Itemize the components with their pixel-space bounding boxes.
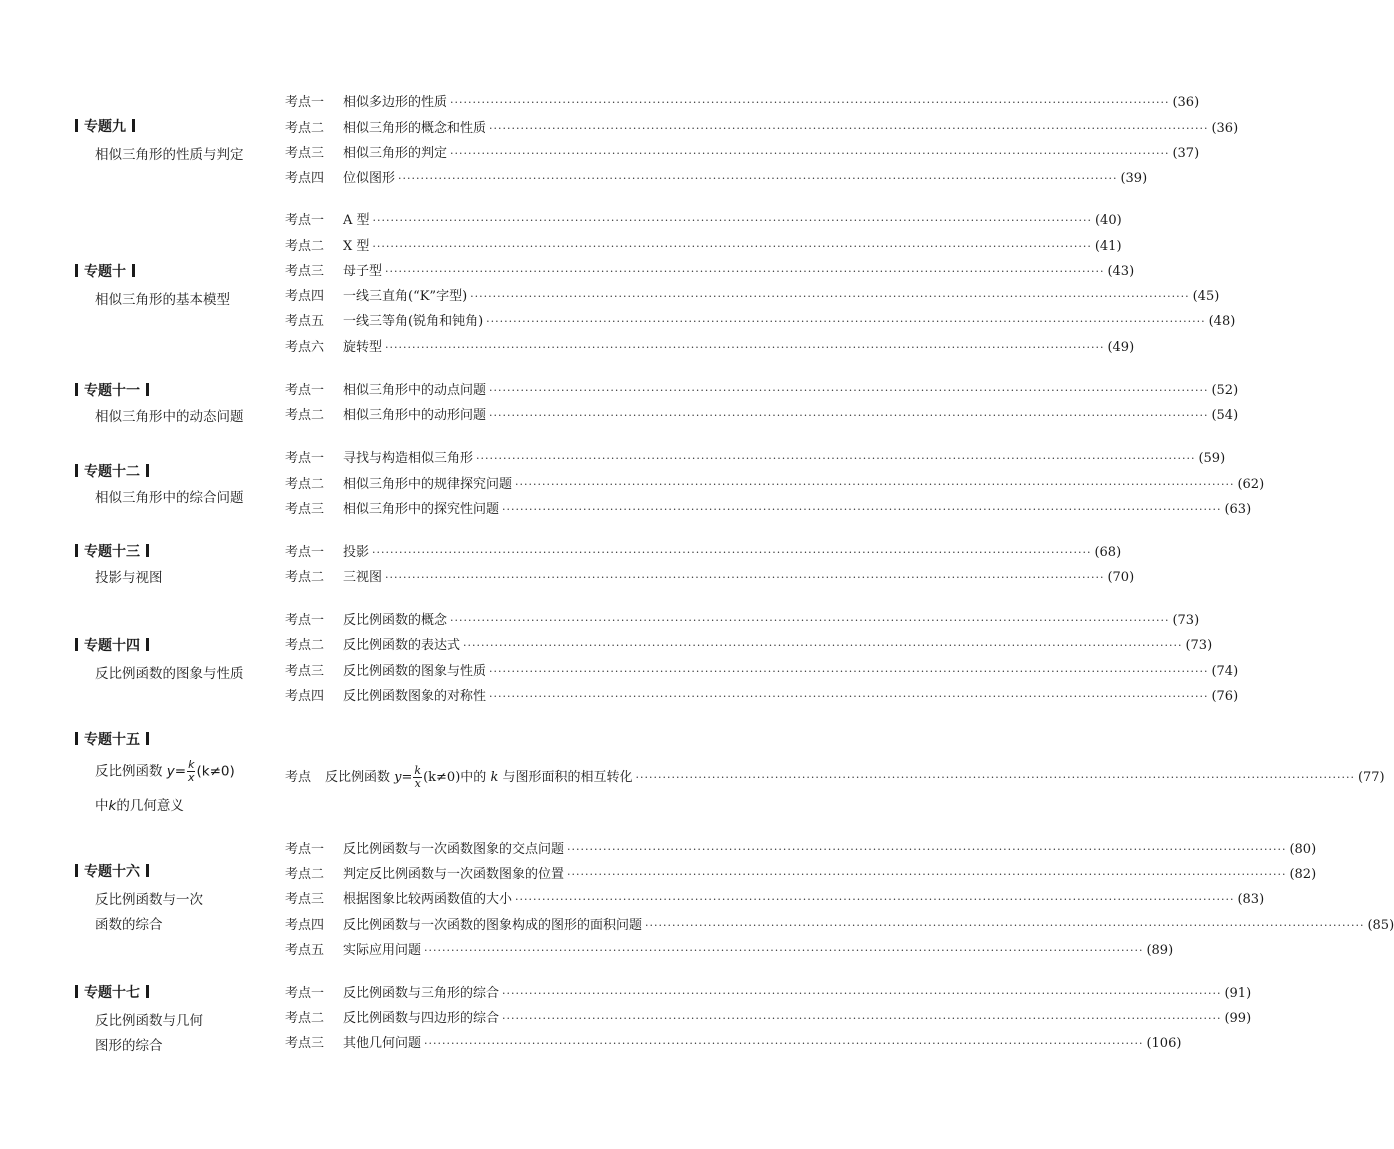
bracket-mark	[146, 638, 149, 651]
leader-dots: ································································································································································	[450, 147, 1170, 160]
leader-dots: ································································································································································	[450, 614, 1170, 627]
section-title-line2: 图形的综合	[95, 1038, 163, 1054]
bracket-mark	[146, 732, 149, 745]
toc-entry[interactable]: 考点一 反比例函数与一次函数图象的交点问题 ································································································································································ (80)	[285, 842, 1317, 857]
toc-entry[interactable]: 考点二 三视图 ································································································································································ (70)	[285, 570, 1135, 585]
toc-entry[interactable]: 考点一 寻找与构造相似三角形 ································································································································································ (59)	[285, 451, 1226, 466]
section-number: 专题十一	[84, 383, 140, 399]
leader-dots: ································································································································································	[463, 639, 1183, 652]
leader-dots: ································································································································································	[372, 214, 1092, 227]
section-title: 相似三角形的基本模型	[95, 292, 230, 308]
section-title: 反比例函数与一次	[95, 892, 203, 908]
toc-entry[interactable]: 考点一 相似多边形的性质 ································································································································································ (36)	[285, 95, 1200, 110]
section-number: 专题十	[84, 264, 126, 280]
bracket-mark	[146, 985, 149, 998]
leader-dots: ································································································································································	[398, 172, 1118, 185]
section-number: 专题十二	[84, 464, 140, 480]
toc-entry[interactable]: 考点四 一线三直角(“K”字型) ································································································································································ (45)	[285, 289, 1220, 304]
toc-entry[interactable]: 考点二 反比例函数与四边形的综合 ································································································································································ (99)	[285, 1011, 1252, 1026]
toc-entry[interactable]: 考点五 一线三等角(锐角和钝角) ································································································································································ (48)	[285, 314, 1236, 329]
bracket-mark	[75, 119, 78, 132]
bracket-mark	[75, 985, 78, 998]
toc-entry[interactable]: 考点四 反比例函数图象的对称性 ································································································································································ (76)	[285, 689, 1239, 704]
leader-dots: ································································································································································	[385, 571, 1105, 584]
bracket-mark	[75, 864, 78, 877]
section-title: 投影与视图	[95, 570, 163, 586]
leader-dots: ································································································································································	[424, 944, 1144, 957]
section-title: 相似三角形中的综合问题	[95, 490, 244, 506]
toc-entry[interactable]: 考点一 A 型 ································································································································································ (40)	[285, 213, 1122, 228]
leader-dots: ································································································································································	[372, 240, 1092, 253]
leader-dots: ································································································································································	[489, 409, 1209, 422]
toc-entry[interactable]: 考点三 反比例函数的图象与性质 ································································································································································ (74)	[285, 664, 1239, 679]
leader-dots: ································································································································································	[489, 122, 1209, 135]
leader-dots: ································································································································································	[567, 843, 1287, 856]
toc-entry[interactable]: 考点一 反比例函数的概念 ································································································································································ (73)	[285, 613, 1200, 628]
toc-entry[interactable]: 考点二 相似三角形中的动形问题 ································································································································································ (54)	[285, 408, 1239, 423]
leader-dots: ································································································································································	[502, 503, 1222, 516]
toc-entry[interactable]: 考点二 X 型 ································································································································································ (41)	[285, 239, 1122, 254]
toc-entry[interactable]: 考点三 根据图象比较两函数值的大小 ································································································································································ (83)	[285, 892, 1265, 907]
toc-entry[interactable]: 考点四 位似图形 ································································································································································ (39)	[285, 171, 1148, 186]
leader-dots: ································································································································································	[489, 665, 1209, 678]
bracket-mark	[75, 638, 78, 651]
toc-entry[interactable]: 考点二 反比例函数的表达式 ································································································································································ (73)	[285, 638, 1213, 653]
toc-entry[interactable]: 考点一 相似三角形中的动点问题 ································································································································································ (52)	[285, 383, 1239, 398]
leader-dots: ································································································································································	[489, 690, 1209, 703]
toc-entry[interactable]: 考点一 反比例函数与三角形的综合 ································································································································································ (91)	[285, 986, 1252, 1001]
leader-dots: ································································································································································	[450, 96, 1170, 109]
section-head	[75, 118, 135, 136]
leader-dots: ································································································································································	[502, 1012, 1222, 1025]
fraction: $\frac{k}{x}$	[188, 758, 195, 784]
bracket-mark	[146, 464, 149, 477]
bracket-mark	[132, 264, 135, 277]
fraction: $\frac{k}{x}$	[414, 764, 422, 790]
toc-entry[interactable]: 考点二 相似三角形的概念和性质 ································································································································································ (36)	[285, 121, 1239, 136]
toc-entry[interactable]: 考点 反比例函数 y= $\frac{k}{x}$ (k≠0)中的 k 与图形面积的相互转化 ································································································································································ (77)	[285, 764, 1385, 790]
bracket-mark	[75, 732, 78, 745]
bracket-mark	[75, 383, 78, 396]
section-number: 专题十四	[84, 638, 140, 654]
leader-dots: ································································································································································	[567, 868, 1287, 881]
leader-dots: ································································································································································	[486, 315, 1206, 328]
bracket-mark	[146, 544, 149, 557]
bracket-mark	[132, 119, 135, 132]
leader-dots: ································································································································································	[489, 384, 1209, 397]
section-number: 专题十七	[84, 985, 140, 1001]
leader-dots: ································································································································································	[385, 341, 1105, 354]
section-head	[75, 543, 149, 561]
toc-entry[interactable]: 考点二 判定反比例函数与一次函数图象的位置 ································································································································································ (82)	[285, 867, 1317, 882]
section-head	[75, 637, 149, 655]
toc-entry[interactable]: 考点五 实际应用问题 ································································································································································ (89)	[285, 943, 1174, 958]
bracket-mark	[75, 544, 78, 557]
bracket-mark	[146, 864, 149, 877]
toc-entry[interactable]: 考点六 旋转型 ································································································································································ (49)	[285, 340, 1135, 355]
section-head	[75, 382, 149, 400]
leader-dots: ································································································································································	[385, 265, 1105, 278]
section-number: 专题十五	[84, 732, 140, 748]
toc-entry[interactable]: 考点一 投影 ································································································································································ (68)	[285, 545, 1122, 560]
section-title: 反比例函数 y= $\frac{k}{x}$ (k≠0)	[95, 758, 235, 784]
leader-dots: ································································································································································	[470, 290, 1190, 303]
bracket-mark	[146, 383, 149, 396]
section-head	[75, 863, 149, 881]
leader-dots: ································································································································································	[515, 478, 1235, 491]
section-head	[75, 463, 149, 481]
leader-dots: ································································································································································	[635, 771, 1355, 784]
section-title: 相似三角形中的动态问题	[95, 409, 244, 425]
toc-entry[interactable]: 考点三 母子型 ································································································································································ (43)	[285, 264, 1135, 279]
leader-dots: ································································································································································	[645, 919, 1365, 932]
section-number: 专题十三	[84, 544, 140, 560]
section-title: 反比例函数的图象与性质	[95, 666, 244, 682]
bracket-mark	[75, 264, 78, 277]
leader-dots: ································································································································································	[515, 893, 1235, 906]
toc-entry[interactable]: 考点二 相似三角形中的规律探究问题 ································································································································································ (62)	[285, 477, 1265, 492]
toc-entry[interactable]: 考点三 相似三角形的判定 ································································································································································ (37)	[285, 146, 1200, 161]
bracket-mark	[75, 464, 78, 477]
section-title-line2: 中k的几何意义	[95, 798, 184, 814]
section-title: 相似三角形的性质与判定	[95, 147, 244, 163]
section-head	[75, 263, 135, 281]
toc-entry[interactable]: 考点四 反比例函数与一次函数的图象构成的图形的面积问题 ································································································································································ (85)	[285, 918, 1394, 933]
leader-dots: ································································································································································	[502, 987, 1222, 1000]
section-title-line2: 函数的综合	[95, 917, 163, 933]
leader-dots: ································································································································································	[372, 546, 1092, 559]
leader-dots: ································································································································································	[424, 1037, 1144, 1050]
leader-dots: ································································································································································	[476, 452, 1196, 465]
section-title: 反比例函数与几何	[95, 1013, 203, 1029]
section-number: 专题九	[84, 119, 126, 135]
section-head	[75, 731, 149, 749]
section-head	[75, 984, 149, 1002]
toc-entry[interactable]: 考点三 相似三角形中的探究性问题 ································································································································································ (63)	[285, 502, 1252, 517]
section-number: 专题十六	[84, 864, 140, 880]
toc-entry[interactable]: 考点三 其他几何问题 ································································································································································ (106)	[285, 1036, 1182, 1051]
